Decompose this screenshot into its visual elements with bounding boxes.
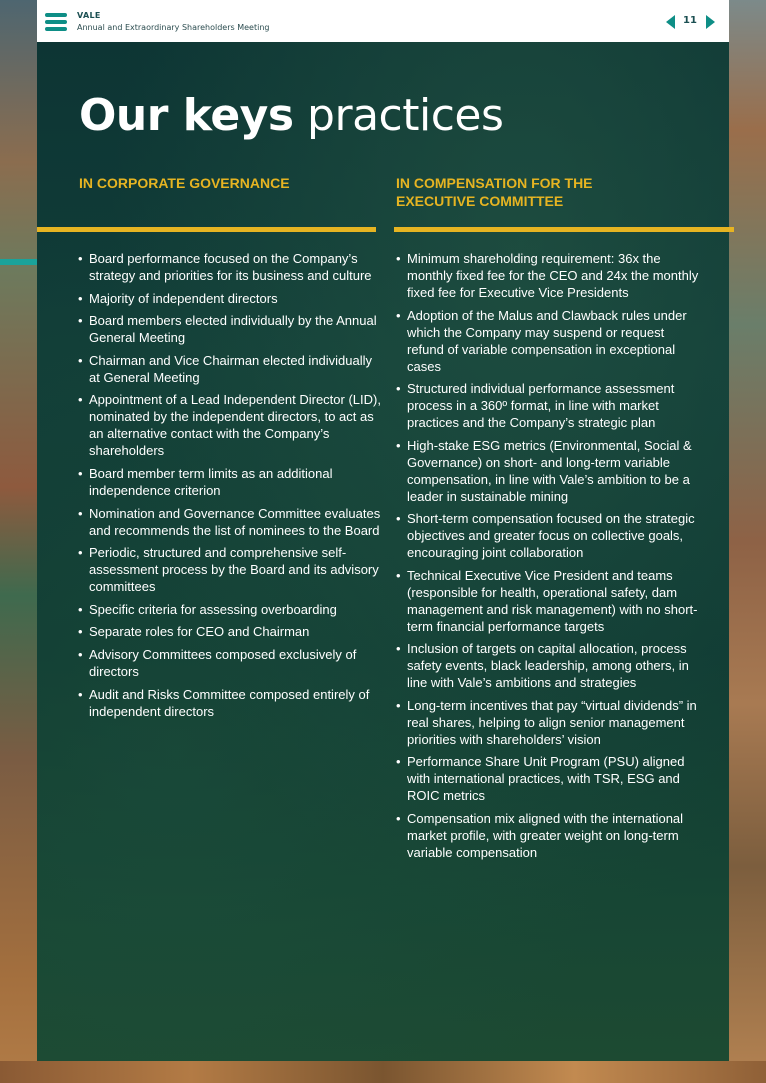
brand-name: VALE [77,11,101,20]
governance-divider [37,227,376,232]
list-item: • Advisory Committees composed exclusively of directors [77,646,382,680]
content-panel [37,42,729,1061]
governance-heading: IN CORPORATE GOVERNANCE [79,175,290,191]
list-item: • Structured individual performance assessment process in a 360º format, in line with market practices and the Company’s strategic plan [395,380,700,431]
list-item: • Inclusion of targets on capital allocation, process safety events, black leadership, among others, in line with Vale’s ambitions and strategies [395,640,700,691]
list-item: • Technical Executive Vice President and teams (responsible for health, operational safety, dam management and risk management) with no short-term financial performance targets [395,567,700,635]
list-item: • Board members elected individually by the Annual General Meeting [77,312,382,346]
list-item: • Chairman and Vice Chairman elected individually at General Meeting [77,352,382,386]
page-title-bold: Our keys [79,90,294,141]
governance-list [77,250,382,725]
list-item: • Audit and Risks Committee composed entirely of independent directors [77,686,382,720]
chevron-left-icon[interactable] [666,15,675,29]
document-title: Annual and Extraordinary Shareholders Meeting [77,23,270,32]
list-item: • Short-term compensation focused on the strategic objectives and greater focus on collective goals, encouraging joint collaboration [395,510,700,561]
list-item: • Performance Share Unit Program (PSU) aligned with international practices, with TSR, ESG and ROIC metrics [395,753,700,804]
list-item: • Specific criteria for assessing overboarding [77,601,382,618]
page-title-light: practices [307,90,504,141]
list-item: • Board member term limits as an additional independence criterion [77,465,382,499]
chevron-right-icon[interactable] [706,15,715,29]
list-item: • Adoption of the Malus and Clawback rules under which the Company may suspend or request refund of variable compensation in exceptional cases [395,307,700,375]
list-item: • Board performance focused on the Company’s strategy and priorities for its business and culture [77,250,382,284]
list-item: • Appointment of a Lead Independent Director (LID), nominated by the independent directors, to act as an alternative contact with the Company’s shareholders [77,391,382,459]
list-item: • High-stake ESG metrics (Environmental, Social & Governance) on short- and long-term variable compensation, in line with Vale’s ambition to be a leader in sustainable mining [395,437,700,505]
side-marker [0,259,38,265]
compensation-list [395,250,700,866]
list-item: • Minimum shareholding requirement: 36x the monthly fixed fee for the CEO and 24x the monthly fixed fee for Executive Vice Presidents [395,250,700,301]
page-title [79,90,503,141]
background-photo-left [0,0,38,1083]
header-bar [37,0,729,42]
list-item: • Separate roles for CEO and Chairman [77,623,382,640]
background-photo-right [728,0,766,1083]
list-item: • Majority of independent directors [77,290,382,307]
compensation-divider [394,227,734,232]
list-item: • Periodic, structured and comprehensive self-assessment process by the Board and its advisory committees [77,544,382,595]
page-navigation [655,12,715,32]
menu-icon[interactable] [45,13,67,31]
compensation-heading: IN COMPENSATION FOR THE EXECUTIVE COMMITTEE [396,175,593,209]
page-number: 11 [683,15,697,26]
list-item: • Nomination and Governance Committee evaluates and recommends the list of nominees to the Board [77,505,382,539]
background-photo-bottom [0,1061,766,1083]
list-item: • Long-term incentives that pay “virtual dividends” in real shares, helping to align senior management priorities with shareholders’ vision [395,697,700,748]
list-item: • Compensation mix aligned with the international market profile, with greater weight on long-term variable compensation [395,810,700,861]
